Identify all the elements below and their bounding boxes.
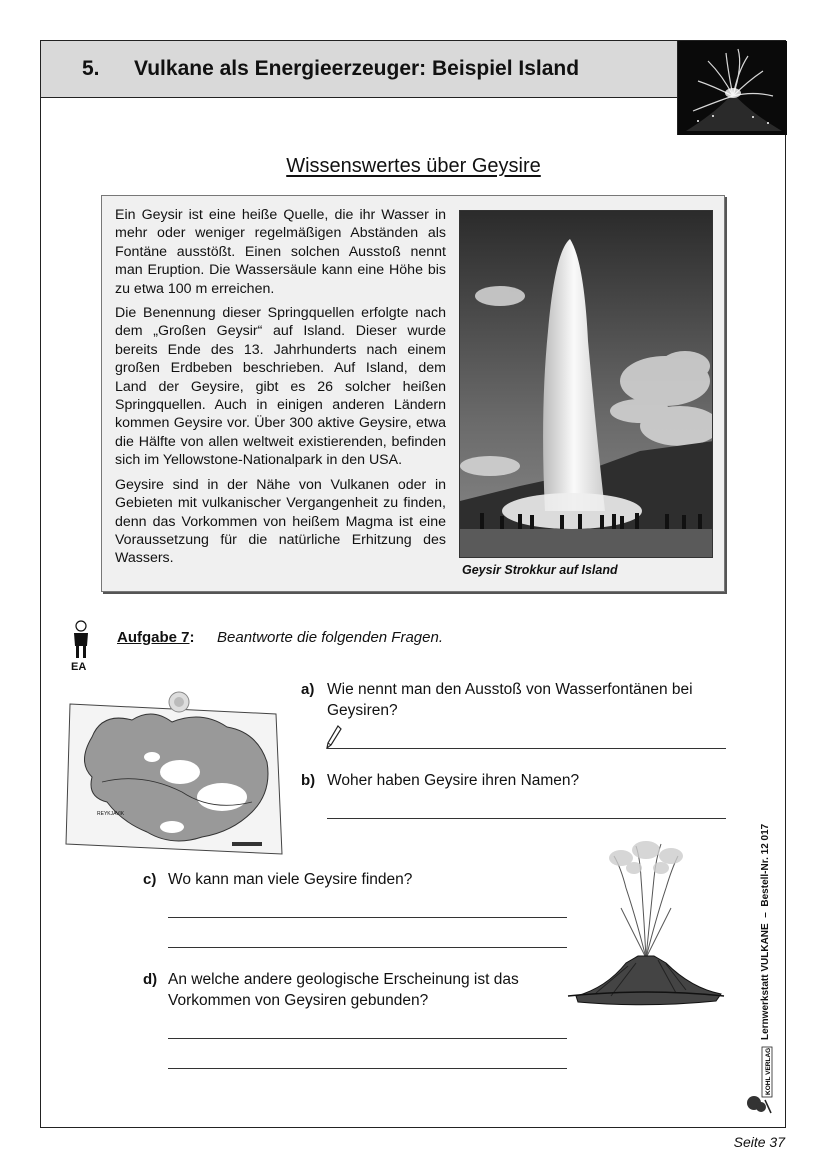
geyser-volcano-illustration: [566, 838, 726, 1008]
info-paragraph: Geysire sind in der Nähe von Vulkanen oder in Gebieten mit vulkanischer Vergangenheit zu finden, denn das Vorkommen von heißem Magma ist eine Voraussetzung für die natürliche Erhitzung des Wassers.: [115, 476, 446, 567]
answer-line[interactable]: [327, 748, 726, 749]
info-paragraph: Die Benennung dieser Springquellen erfolgte nach dem „Großen Geysir“ auf Island. Dieser wurde bereits Ende des 13. Jahrhunderts nach einem großen Erdbeben beschrieben. Auf Island, dem Land der Geysire, gibt es 26 solcher heißen Springquellen. Auch in einigen anderen Ländern kommen Geysire vor. Über 300 aktive Geysire, etwa die Hälfte von allen weltweit existierenden, befinden sich im Yellowstone-Nationalpark in den USA.: [115, 305, 446, 469]
info-paragraph: Ein Geysir ist eine heiße Quelle, die ihr Wasser in mehr oder weniger regelmäßigen Abständen als Fontäne ausstößt. Einen solchen Ausstoß nennt man Eruption. Die Wassersäule kann eine Höhe bis zu etwa 100 m erreichen.: [115, 207, 446, 297]
task-label: [117, 629, 195, 646]
pencil-icon: [326, 725, 342, 749]
geyser-strokkur-photo: [459, 210, 713, 558]
publisher-logo: [745, 1045, 775, 1115]
answer-line[interactable]: [168, 917, 567, 918]
question-text-d: An welche andere geologische Erscheinung ist das Vorkommen von Geysiren gebunden?: [168, 971, 519, 1009]
sidebar-separator: –: [760, 912, 771, 918]
info-text: [115, 206, 446, 574]
question-text-b: Woher haben Geysire ihren Namen?: [327, 772, 580, 789]
chapter-number: 5.: [82, 57, 100, 80]
chapter-title: Vulkane als Energieerzeuger: Beispiel Island: [134, 57, 580, 80]
photo-caption: Geysir Strokkur auf Island: [462, 563, 618, 577]
question-letter-d: d): [143, 971, 158, 988]
volcano-eruption-photo: [677, 41, 786, 135]
answer-line[interactable]: [327, 818, 726, 819]
social-form-label: EA: [71, 661, 87, 673]
iceland-map: [62, 682, 284, 858]
sidebar-order-number: Bestell-Nr. 12 017: [760, 823, 771, 907]
task-number: Aufgabe 7: [117, 629, 190, 646]
map-city-label: REYKJAVIK: [97, 811, 125, 817]
question-letter-a: a): [301, 681, 315, 698]
task-instruction: Beantworte die folgenden Fragen.: [217, 629, 443, 646]
single-work-person-icon: [70, 620, 92, 660]
section-title: Wissenswertes über Geysire: [286, 155, 541, 177]
task-colon: :: [189, 629, 195, 646]
question-letter-c: c): [143, 871, 157, 888]
question-text-a: Wie nennt man den Ausstoß von Wasserfontänen bei Geysiren?: [327, 681, 693, 719]
question-letter-b: b): [301, 772, 316, 789]
publisher-logo-text: KOHL VERLAG: [765, 1047, 772, 1095]
question-text-c: Wo kann man viele Geysire finden?: [168, 871, 413, 888]
page-number: Seite 37: [733, 1134, 785, 1150]
answer-line[interactable]: [168, 1038, 567, 1039]
sidebar-product: Lernwerkstatt VULKANE: [760, 923, 771, 1040]
answer-line[interactable]: [168, 947, 567, 948]
sidebar-order-info: [760, 824, 771, 1040]
answer-line[interactable]: [168, 1068, 567, 1069]
